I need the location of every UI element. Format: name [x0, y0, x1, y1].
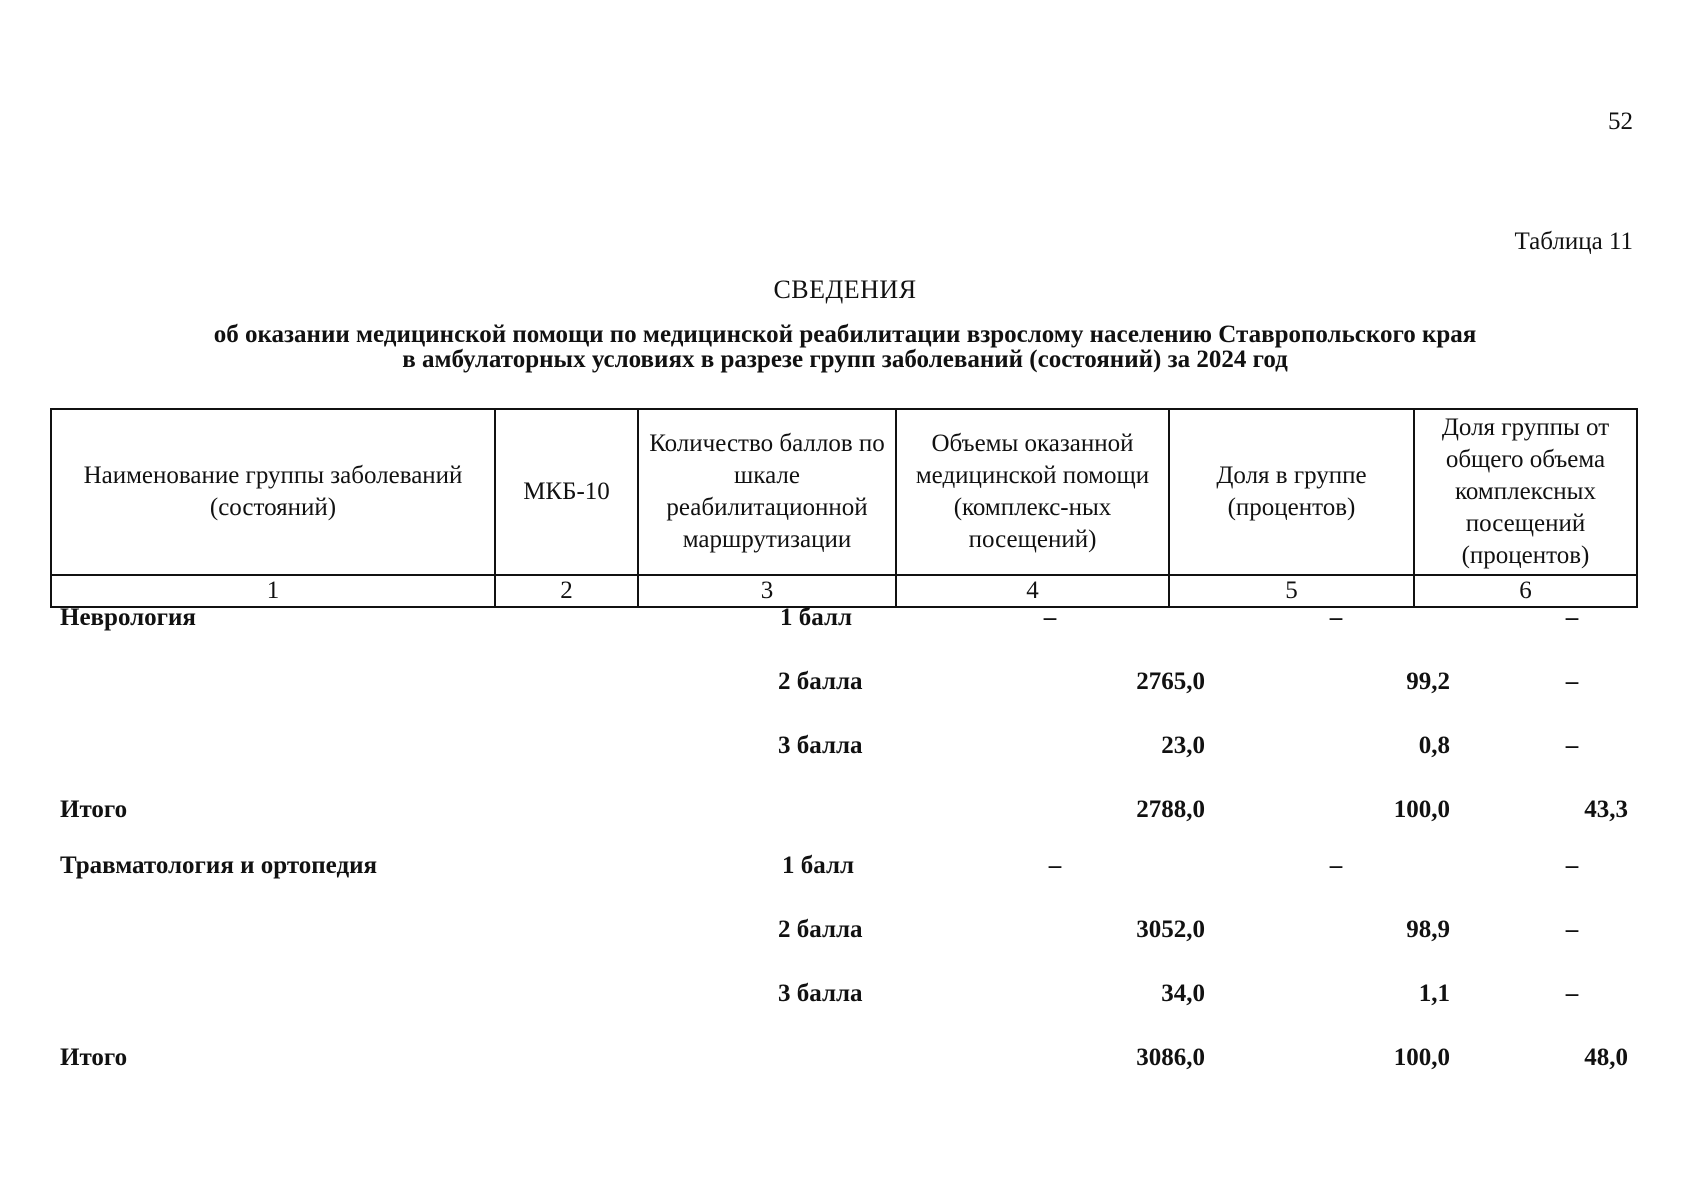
rehab-score: 1 балл — [780, 604, 853, 631]
table-row — [50, 916, 1636, 980]
share-of-total-value: 43,3 — [1584, 796, 1628, 823]
rehab-score: 2 балла — [778, 916, 863, 943]
share-of-total-value: – — [1565, 980, 1579, 1007]
document-title: СВЕДЕНИЯ — [773, 275, 917, 304]
table-label: Таблица 11 — [1514, 228, 1633, 255]
share-of-total-value: – — [1565, 916, 1579, 943]
table-row — [50, 668, 1636, 732]
header-volume: Объемы оказанной медицинской помощи (комплекс-ных посещений) — [896, 409, 1169, 575]
column-number: 3 — [638, 575, 896, 607]
share-of-total-value: – — [1565, 852, 1579, 879]
header-share-of-total: Доля группы от общего объема комплексных посещений (процентов) — [1414, 409, 1637, 575]
rehab-score: 3 балла — [778, 732, 863, 759]
page-number: 52 — [1608, 108, 1633, 135]
subtitle-line-1: об оказании медицинской помощи по медицинской реабилитации взрослому населению Ставропольского края — [213, 321, 1477, 348]
disease-group-name: Итого — [60, 796, 128, 823]
share-in-group-value: 100,0 — [1393, 1044, 1450, 1071]
table-row — [50, 1044, 1636, 1100]
volume-value: 23,0 — [1161, 732, 1205, 759]
header-disease-group: Наименование группы заболеваний (состояний) — [51, 409, 495, 575]
share-in-group-value: 1,1 — [1418, 980, 1450, 1007]
header-rehab-score: Количество баллов по шкале реабилитационной маршрутизации — [638, 409, 896, 575]
subtitle-line-2: в амбулаторных условиях в разрезе групп заболеваний (состояний) за 2024 год — [402, 346, 1288, 373]
table-row — [50, 732, 1636, 796]
share-in-group-value: – — [1329, 604, 1343, 631]
share-in-group-value: – — [1329, 852, 1343, 879]
disease-group-name: Итого — [60, 1044, 128, 1071]
rehab-score: 2 балла — [778, 668, 863, 695]
share-of-total-value: – — [1565, 732, 1579, 759]
table-row — [50, 852, 1636, 916]
table-row — [50, 604, 1636, 660]
volume-value: 2788,0 — [1136, 796, 1205, 823]
share-in-group-value: 0,8 — [1418, 732, 1450, 759]
volume-value: – — [1043, 604, 1057, 631]
disease-group-name: Неврология — [60, 604, 196, 631]
share-in-group-value: 100,0 — [1393, 796, 1450, 823]
rehab-score: 3 балла — [778, 980, 863, 1007]
share-in-group-value: 98,9 — [1406, 916, 1450, 943]
table-row — [50, 980, 1636, 1044]
column-number: 2 — [495, 575, 638, 607]
table-header — [50, 408, 1638, 608]
column-number: 4 — [896, 575, 1169, 607]
share-of-total-value: 48,0 — [1584, 1044, 1628, 1071]
column-number: 5 — [1169, 575, 1414, 607]
table-row — [50, 796, 1636, 852]
volume-value: – — [1048, 852, 1062, 879]
rehab-score: 1 балл — [782, 852, 855, 879]
volume-value: 34,0 — [1161, 980, 1205, 1007]
share-of-total-value: – — [1565, 668, 1579, 695]
table-body — [50, 604, 1636, 1100]
volume-value: 3052,0 — [1136, 916, 1205, 943]
header-icd10: МКБ-10 — [495, 409, 638, 575]
column-number: 1 — [51, 575, 495, 607]
volume-value: 2765,0 — [1136, 668, 1205, 695]
share-in-group-value: 99,2 — [1406, 668, 1450, 695]
header-share-in-group: Доля в группе (процентов) — [1169, 409, 1414, 575]
column-number: 6 — [1414, 575, 1637, 607]
document-subtitle — [0, 322, 1690, 372]
volume-value: 3086,0 — [1136, 1044, 1205, 1071]
share-of-total-value: – — [1565, 604, 1579, 631]
disease-group-name: Травматология и ортопедия — [60, 852, 378, 879]
